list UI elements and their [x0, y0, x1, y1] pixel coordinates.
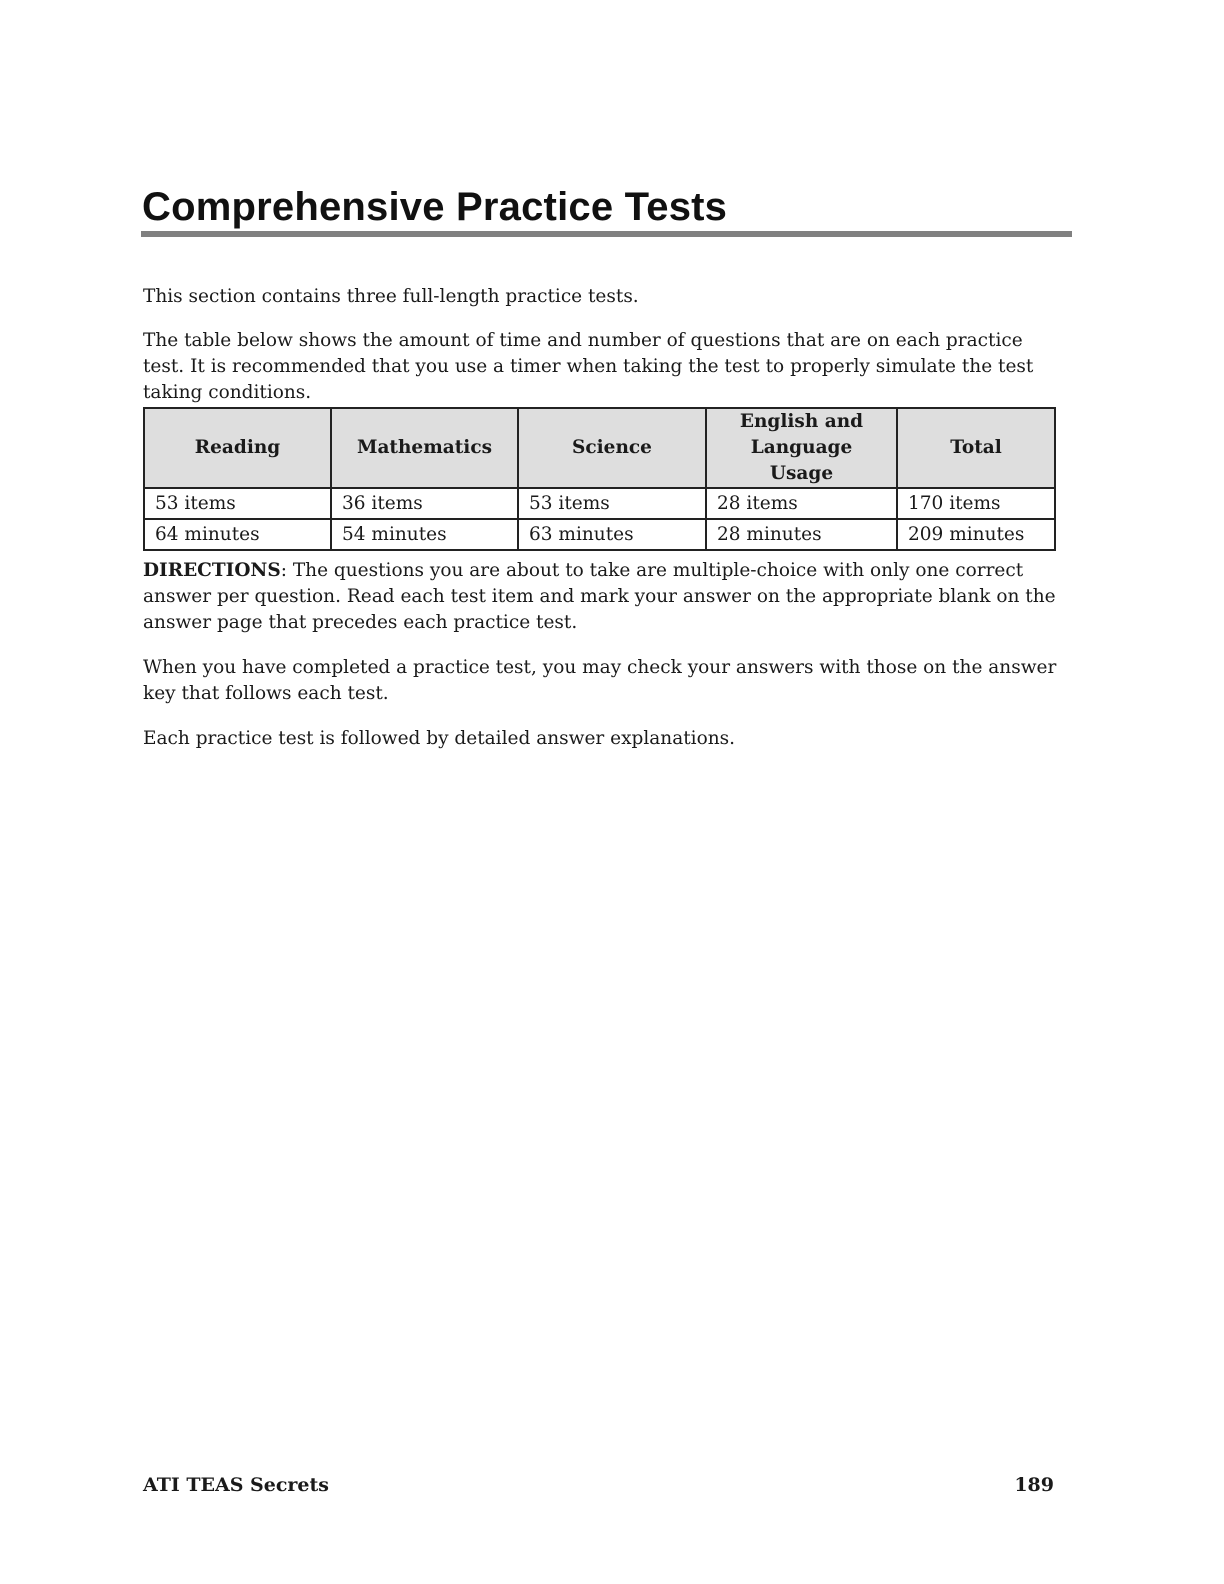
page-title: Comprehensive Practice Tests — [142, 185, 728, 229]
table-header-row — [144, 408, 1055, 488]
cell-reading-items: 53 items — [144, 488, 331, 519]
directions-label: DIRECTIONS — [143, 560, 281, 581]
cell-science-minutes: 63 minutes — [518, 519, 706, 550]
header-total: Total — [897, 408, 1055, 488]
cell-mathematics-items: 36 items — [331, 488, 518, 519]
table-row-items — [144, 488, 1055, 519]
header-reading: Reading — [144, 408, 331, 488]
header-mathematics: Mathematics — [331, 408, 518, 488]
footer-page-number: 189 — [1014, 1474, 1054, 1496]
header-science: Science — [518, 408, 706, 488]
cell-total-items: 170 items — [897, 488, 1055, 519]
title-underline — [141, 231, 1072, 237]
directions-text: : The questions you are about to take are multiple-choice with only one correct answer per question. Read each test item and mark your answer on the appropriate blank on the answer page that precedes each practice test. — [143, 560, 1056, 633]
intro-paragraph: This section contains three full-length practice tests. — [143, 286, 639, 307]
practice-test-table — [143, 407, 1056, 551]
explanations-paragraph: Each practice test is followed by detailed answer explanations. — [143, 728, 736, 749]
cell-total-minutes: 209 minutes — [897, 519, 1055, 550]
table-description-paragraph: The table below shows the amount of time and number of questions that are on each practice test. It is recommended that you use a timer when taking the test to properly simulate the test taking conditions. — [143, 330, 1034, 403]
completion-paragraph: When you have completed a practice test, you may check your answers with those on the answer key that follows each test. — [143, 657, 1057, 704]
cell-english-minutes: 28 minutes — [706, 519, 897, 550]
cell-science-items: 53 items — [518, 488, 706, 519]
cell-english-items: 28 items — [706, 488, 897, 519]
cell-reading-minutes: 64 minutes — [144, 519, 331, 550]
cell-mathematics-minutes: 54 minutes — [331, 519, 518, 550]
header-english-language-usage: English and Language Usage — [706, 408, 897, 488]
footer-book-title: ATI TEAS Secrets — [143, 1474, 329, 1496]
directions-paragraph — [143, 558, 1058, 636]
table-row-minutes — [144, 519, 1055, 550]
